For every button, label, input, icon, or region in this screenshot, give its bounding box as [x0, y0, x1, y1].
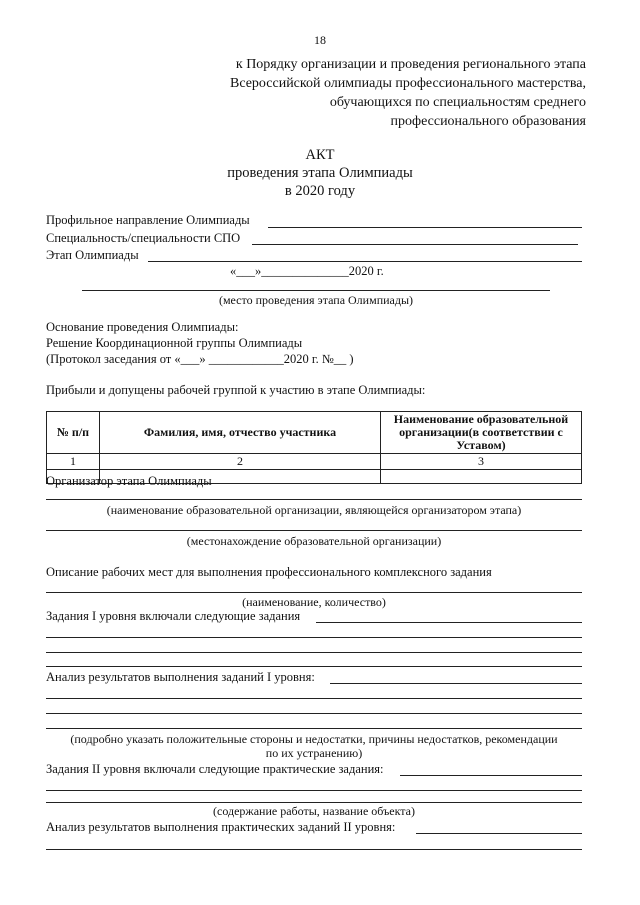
level1-analysis-line-4[interactable]	[46, 728, 582, 729]
level1-analysis-caption-1: (подробно указать положительные стороны и недостатки, причины недостатков, рекомендации	[70, 732, 558, 746]
header-organization: Наименование образовательной организации(в соответствии с Уставом)	[381, 412, 582, 454]
level2-analysis-line-2[interactable]	[46, 849, 582, 850]
level1-tasks-line-3[interactable]	[46, 652, 582, 653]
level1-analysis-line-3[interactable]	[46, 713, 582, 714]
page-number: 18	[314, 33, 326, 47]
table-number-row	[47, 454, 582, 470]
stage-field-line[interactable]	[148, 261, 582, 262]
level1-tasks-line-1[interactable]	[316, 622, 582, 623]
place-caption: (место проведения этапа Олимпиады)	[218, 293, 414, 307]
act-title: АКТ	[305, 147, 335, 163]
specialty-label: Специальность/специальности СПО	[46, 231, 241, 245]
level2-tasks-label: Задания II уровня включали следующие практические задания:	[46, 762, 384, 776]
workplaces-caption: (наименование, количество)	[242, 595, 386, 609]
level2-analysis-label: Анализ результатов выполнения практических заданий II уровня:	[46, 820, 396, 834]
appendix-line-2: Всероссийской олимпиады профессионального мастерства,	[229, 76, 586, 91]
level1-analysis-line-2[interactable]	[46, 698, 582, 699]
col-number-2: 2	[100, 454, 381, 470]
level1-tasks-line-2[interactable]	[46, 637, 582, 638]
appendix-line-3: обучающихся по специальностям среднего	[329, 95, 586, 110]
organizer-location-line[interactable]	[46, 530, 582, 531]
organizer-label: Организатор этапа Олимпиады	[46, 474, 212, 488]
workplaces-label: Описание рабочих мест для выполнения профессионального комплексного задания	[46, 565, 492, 579]
organizer-name-caption: (наименование образовательной организации, являющейся организатором этапа)	[106, 503, 522, 517]
act-subtitle: проведения этапа Олимпиады	[227, 165, 413, 181]
level2-tasks-caption: (содержание работы, название объекта)	[213, 804, 415, 818]
level2-tasks-line-2[interactable]	[46, 790, 582, 791]
date-field: «___»______________2020 г.	[230, 264, 384, 278]
stage-label: Этап Олимпиады	[46, 248, 139, 262]
profile-field-line[interactable]	[268, 227, 582, 228]
appendix-line-1: к Порядку организации и проведения регионального этапа	[235, 57, 586, 72]
level1-analysis-label: Анализ результатов выполнения заданий I уровня:	[46, 670, 315, 684]
level1-analysis-caption-2: по их устранению)	[265, 746, 363, 760]
level2-analysis-line-1[interactable]	[416, 833, 582, 834]
header-number: № п/п	[47, 412, 100, 454]
act-year: в 2020 году	[284, 183, 356, 199]
table-cell[interactable]	[381, 470, 582, 484]
level2-tasks-line-1[interactable]	[400, 775, 582, 776]
workplaces-line[interactable]	[46, 592, 582, 593]
admitted-text: Прибыли и допущены рабочей группой к участию в этапе Олимпиады:	[46, 383, 426, 397]
appendix-line-4: профессионального образования	[390, 114, 586, 129]
col-number-3: 3	[381, 454, 582, 470]
specialty-field-line[interactable]	[252, 244, 578, 245]
profile-label: Профильное направление Олимпиады	[46, 213, 250, 227]
basis-heading: Основание проведения Олимпиады:	[46, 320, 239, 334]
col-number-1: 1	[47, 454, 100, 470]
organizer-location-caption: (местонахождение образовательной организации)	[186, 534, 442, 548]
level1-tasks-line-4[interactable]	[46, 666, 582, 667]
level1-analysis-line-1[interactable]	[330, 683, 582, 684]
basis-protocol: (Протокол заседания от «___» ____________2020 г. №__ )	[46, 352, 354, 366]
level1-tasks-label: Задания I уровня включали следующие задания	[46, 609, 301, 623]
level2-tasks-line-3[interactable]	[46, 802, 582, 803]
header-full-name: Фамилия, имя, отчество участника	[100, 412, 381, 454]
table-header-row	[47, 412, 582, 454]
place-field-line[interactable]	[82, 290, 550, 291]
organizer-name-line[interactable]	[46, 499, 582, 500]
basis-decision: Решение Координационной группы Олимпиады	[46, 336, 303, 350]
